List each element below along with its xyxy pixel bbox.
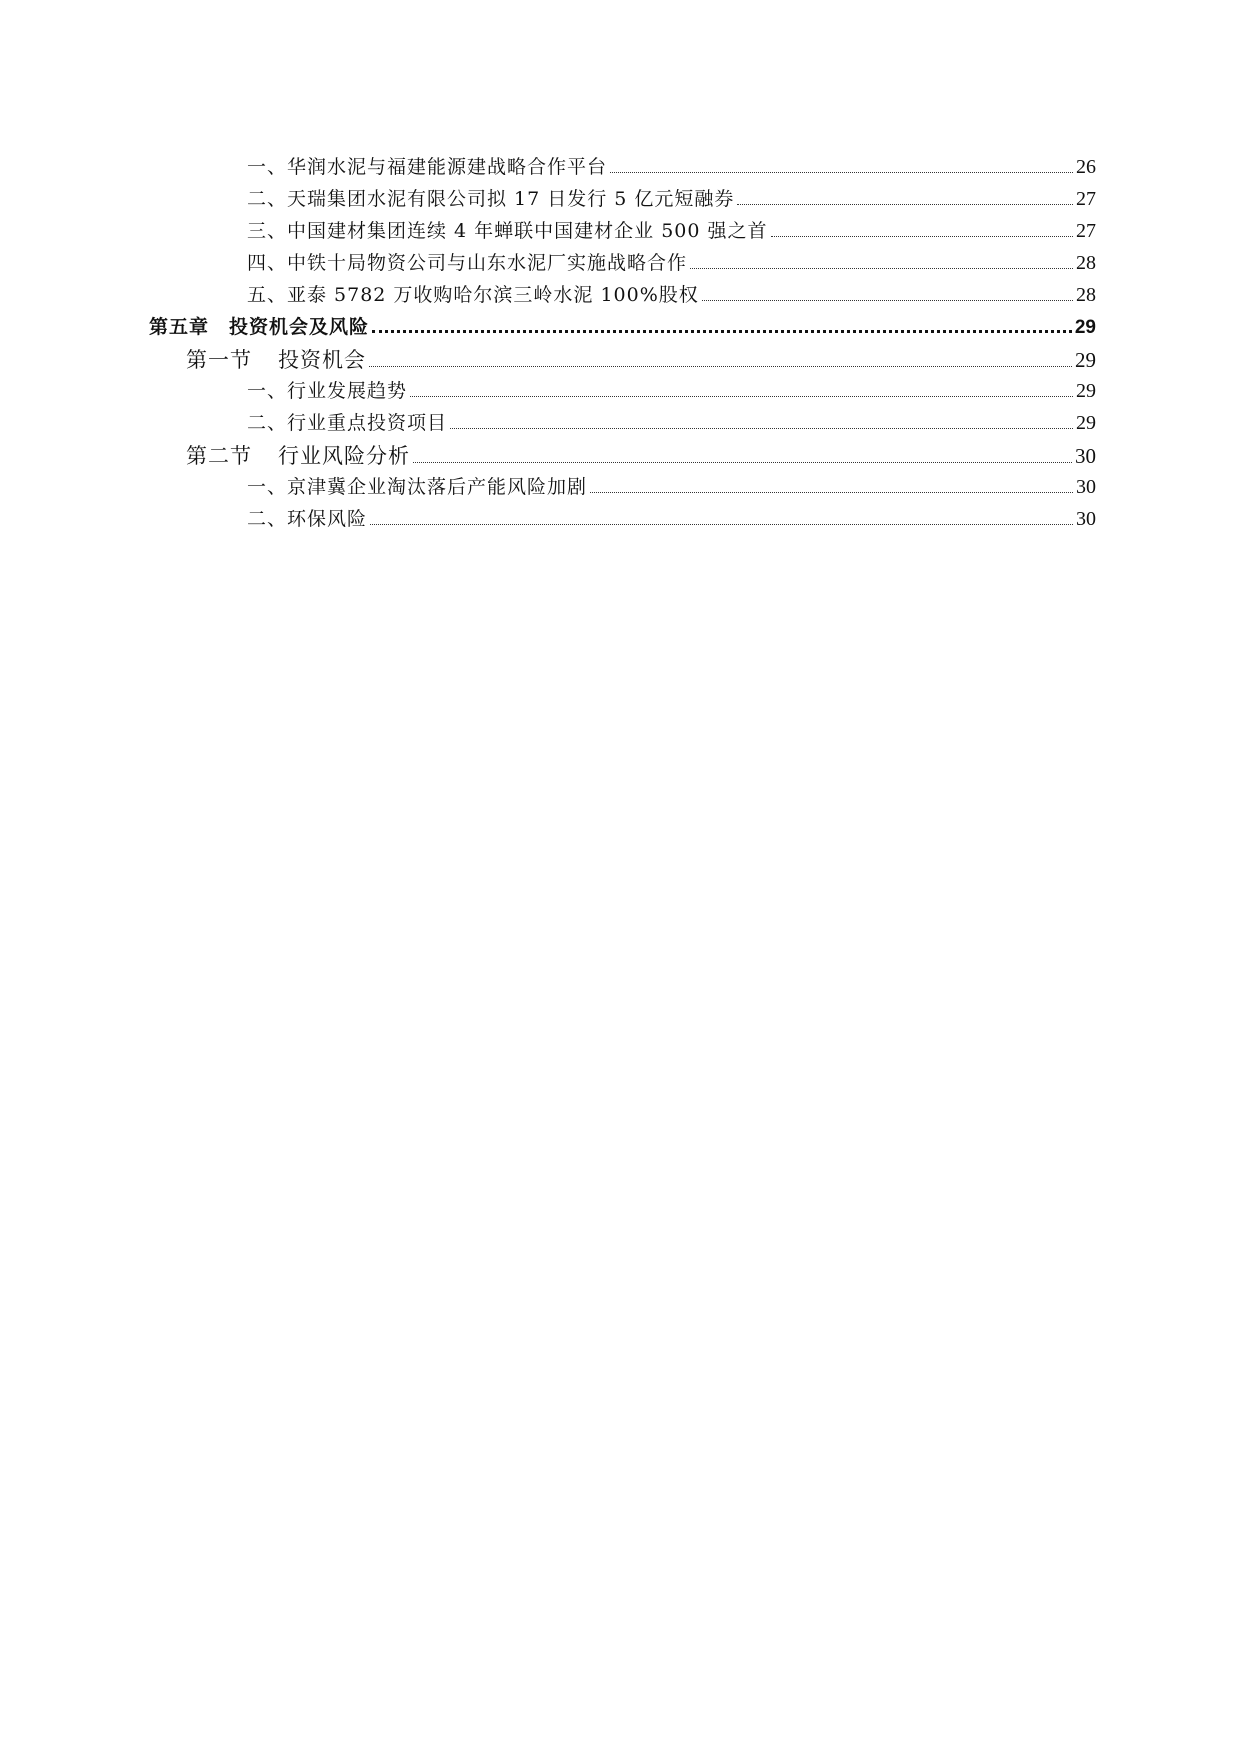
toc-entry-label: 五、亚泰 5782 万收购哈尔滨三岭水泥 100%股权 (247, 284, 699, 306)
toc-section-label (186, 344, 366, 374)
toc-entry-label: 二、环保风险 (247, 508, 368, 530)
toc-page-number: 29 (1076, 380, 1096, 402)
toc-entry-label: 一、行业发展趋势 (247, 380, 408, 402)
toc-section-entry[interactable] (186, 344, 1096, 376)
dot-leader (590, 491, 1073, 493)
toc-entry[interactable] (247, 184, 1096, 216)
toc-page-number: 29 (1075, 348, 1096, 372)
toc-page-number: 30 (1076, 476, 1096, 498)
dot-leader (771, 235, 1073, 237)
toc-entry[interactable] (247, 472, 1096, 504)
dot-leader (610, 171, 1073, 173)
toc-page-number: 28 (1076, 252, 1096, 274)
dot-leader (702, 299, 1073, 301)
toc-page-number: 30 (1075, 444, 1096, 468)
toc-entry[interactable] (247, 216, 1096, 248)
dot-leader (370, 523, 1073, 525)
toc-entry[interactable] (247, 504, 1096, 536)
toc-entry-label: 二、天瑞集团水泥有限公司拟 17 日发行 5 亿元短融券 (247, 188, 735, 210)
toc-page-number: 30 (1076, 508, 1096, 530)
toc-entry-label: 二、行业重点投资项目 (247, 412, 448, 434)
toc-entry-label: 一、华润水泥与福建能源建战略合作平台 (247, 156, 608, 178)
dot-leader (410, 395, 1073, 397)
dot-leader (413, 461, 1072, 463)
toc-section-label (186, 440, 410, 470)
toc-entry-label: 三、中国建材集团连续 4 年蝉联中国建材企业 500 强之首 (247, 220, 768, 242)
toc-page-number: 27 (1076, 220, 1096, 242)
chapter-number: 第五章 (149, 316, 210, 338)
toc-entry[interactable] (247, 280, 1096, 312)
section-title: 行业风险分析 (278, 444, 410, 468)
toc-entry-label: 一、京津冀企业淘汰落后产能风险加剧 (247, 476, 588, 498)
toc-page-number: 26 (1076, 156, 1096, 178)
toc-entry[interactable] (247, 152, 1096, 184)
toc-chapter-label (149, 312, 369, 339)
toc-entry-label: 四、中铁十局物资公司与山东水泥厂实施战略合作 (247, 252, 688, 274)
section-number: 第二节 (186, 444, 252, 468)
section-title: 投资机会 (278, 348, 366, 372)
dot-leader (690, 267, 1073, 269)
toc-page-number: 29 (1074, 317, 1096, 338)
toc-section-entry[interactable] (186, 440, 1096, 472)
dot-leader (737, 203, 1073, 205)
toc-entry[interactable] (247, 408, 1096, 440)
section-number: 第一节 (186, 348, 252, 372)
toc-entry[interactable] (247, 248, 1096, 280)
toc-entry[interactable] (247, 376, 1096, 408)
toc-page-number: 27 (1076, 188, 1096, 210)
dot-leader (369, 365, 1072, 367)
dot-leader (372, 329, 1072, 333)
toc-chapter-entry[interactable] (149, 312, 1096, 344)
toc-page-number: 29 (1076, 412, 1096, 434)
dot-leader (450, 427, 1073, 429)
toc-page-number: 28 (1076, 284, 1096, 306)
chapter-title: 投资机会及风险 (229, 316, 370, 338)
